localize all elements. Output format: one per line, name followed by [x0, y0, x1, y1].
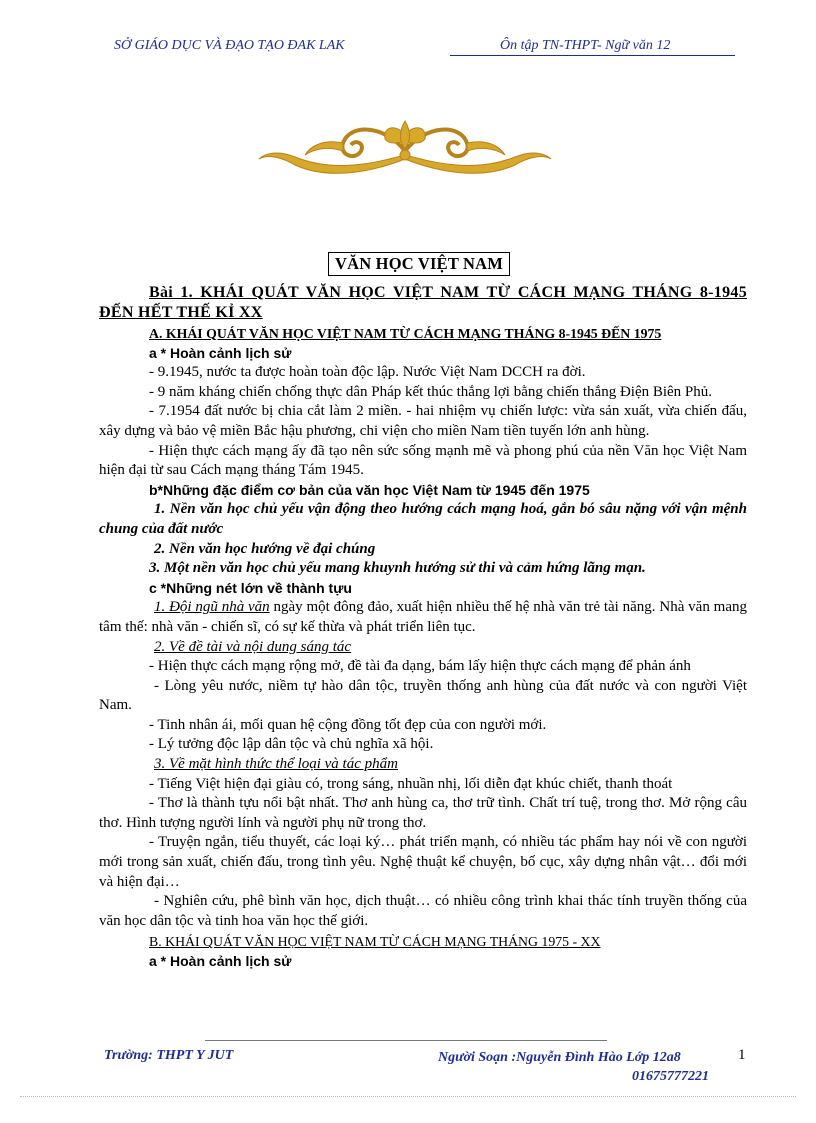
achievement-label: 2. Về đề tài và nội dung sáng tác: [154, 638, 352, 655]
ornament-center-bead: [400, 150, 410, 160]
footer-phone: 01675777221: [632, 1069, 709, 1084]
paragraph: - Nghiên cứu, phê bình văn học, dịch thuật… có nhiều công trình khai thác tính truyền thống của văn học dân tộc và tinh hoa văn học thế giới.: [99, 893, 747, 929]
paragraph: - Hiện thực cách mạng rộng mở, đề tài đa dạng, bám lấy hiện thực cách mạng để phản ánh: [149, 658, 691, 675]
footer-divider: [205, 1040, 607, 1041]
section-a-heading: A. KHÁI QUÁT VĂN HỌC VIỆT NAM TỪ CÁCH MẠNG THÁNG 8-1945 ĐẾN 1975: [149, 326, 662, 341]
achievement-text: ngày một đông đảo, xuất hiện nhiều thế hệ nhà văn trẻ tài năng. Nhà văn mang tâm thế: nhà văn - chiến sĩ, có sự kế thừa và phát triển liên tục.: [99, 599, 747, 635]
page-title: VĂN HỌC VIỆT NAM: [328, 252, 510, 276]
paragraph: - Tiếng Việt hiện đại giàu có, trong sáng, nhuần nhị, lối diễn đạt khúc chiết, thanh thoát: [149, 775, 673, 792]
paragraph: - Tinh nhân ái, mối quan hệ cộng đồng tốt đẹp của con người mới.: [149, 716, 547, 733]
achievement-label: 3. Về mặt hình thức thể loại và tác phẩm: [154, 756, 398, 773]
paragraph: - 7.1954 đất nước bị chia cắt làm 2 miền. - hai nhiệm vụ chiến lược: vừa sản xuất, vừa chiến đấu, xây dựng và bảo vệ miền Bắc hậu phương, chi viện cho miền Nam tiền tuyến lớn anh hùng.: [99, 403, 747, 439]
footer-author: [438, 1048, 709, 1086]
page-number: 1: [738, 1047, 746, 1063]
characteristic-item: 2. Nền văn học hướng về đại chúng: [154, 540, 376, 557]
paragraph: - Lý tưởng độc lập dân tộc và chủ nghĩa xã hội.: [149, 736, 434, 753]
paragraph: - 9 năm kháng chiến chống thực dân Pháp kết thúc thắng lợi bằng chiến thắng Điện Biên Phủ.: [149, 383, 713, 400]
paragraph: [99, 755, 747, 775]
paragraph: [99, 638, 747, 658]
lesson-title: Bài 1. KHÁI QUÁT VĂN HỌC VIỆT NAM TỪ CÁCH MẠNG THÁNG 8-1945 ĐẾN HẾT THẾ KỈ XX: [99, 284, 747, 321]
subheading-characteristics: b*Những đặc điểm cơ bản của văn học Việt Nam từ 1945 đến 1975: [149, 481, 590, 498]
section-b-heading: B. KHÁI QUÁT VĂN HỌC VIỆT NAM TỪ CÁCH MẠNG THÁNG 1975 - XX: [149, 934, 601, 950]
footer-school: Trường: THPT Y JUT: [104, 1048, 234, 1063]
subheading-historical-context-b: a * Hoàn cảnh lịch sử: [149, 953, 292, 969]
characteristic-item: 3. Một nền văn học chủ yếu mang khuynh hướng sử thi và cảm hứng lãng mạn.: [149, 560, 646, 577]
paragraph: - Thơ là thành tựu nổi bật nhất. Thơ anh hùng ca, thơ trữ tình. Chất trí tuệ, trong thơ. Mở rộng câu thơ. Hình tượng người lính và người phụ nữ trong thơ.: [99, 795, 747, 831]
page-bottom-divider: [20, 1096, 796, 1097]
paragraph: - Truyện ngắn, tiểu thuyết, các loại ký… phát triển mạnh, có nhiều tác phẩm hay nói về con người mới trong sản xuất, chiến đấu, trong tình yêu. Nghệ thuật kể chuyện, bố cục, xây dựng nhân vật… đổi mới và hiện đại…: [99, 834, 747, 890]
paragraph: - Hiện thực cách mạng ấy đã tạo nên sức sống mạnh mẽ và phong phú của nền Văn học Việt Nam hiện đại từ sau Cách mạng tháng Tám 1945.: [99, 442, 747, 479]
characteristic-item: 1. Nền văn học chủ yếu vận động theo hướng cách mạng hoá, gắn bó sâu nặng với vận mệnh chung của đất nước: [99, 501, 747, 537]
subheading-achievements: c *Những nét lớn về thành tựu: [149, 579, 352, 596]
subheading-historical-context: a * Hoàn cảnh lịch sử: [149, 344, 292, 361]
ornament-scroll-left: [305, 142, 343, 155]
header-subject: Ôn tập TN-THPT- Ngữ văn 12: [450, 38, 735, 56]
document-body: [99, 283, 747, 972]
paragraph: - 9.1945, nước ta được hoàn toàn độc lập. Nước Việt Nam DCCH ra đời.: [149, 364, 586, 381]
footer-author-name: Người Soạn :Nguyễn Đình Hào Lớp 12a8: [438, 1050, 681, 1065]
header-department: SỞ GIÁO DỤC VÀ ĐẠO TẠO ĐAK LAK: [114, 38, 345, 53]
ornament-scroll-right: [467, 142, 505, 155]
achievement-label: 1. Đội ngũ nhà văn: [154, 599, 270, 616]
decorative-ornament: [255, 115, 555, 185]
paragraph: [99, 598, 747, 637]
ornament-scroll-left: [259, 153, 405, 173]
paragraph: - Lòng yêu nước, niềm tự hào dân tộc, truyền thống anh hùng của đất nước và con người Việt Nam.: [99, 677, 747, 714]
ornament-scroll-right: [405, 153, 551, 173]
